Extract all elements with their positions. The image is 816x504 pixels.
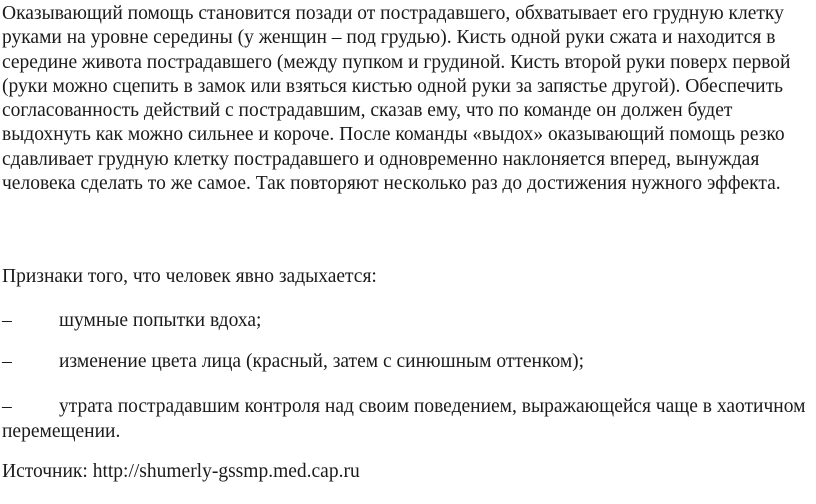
paragraph-line: Оказывающий помощь становится позади от пострадавшего, обхватывает его грудную клетку: [2, 3, 784, 24]
list-dash: –: [2, 310, 12, 331]
list-dash: –: [2, 396, 12, 417]
list-item: [2, 309, 812, 334]
paragraph-line: середине живота пострадавшего (между пупком и грудиной. Кисть второй руки поверх первой: [2, 51, 791, 73]
list-dash: –: [2, 351, 12, 372]
paragraph-line: выдохнуть как можно сильнее и короче. После команды «выдох» оказывающий помощь резко: [2, 124, 785, 146]
paragraph-line: руками на уровне середины (у женщин – под грудью). Кисть одной руки сжата и находится в: [2, 27, 776, 49]
source-line: Источник: http://shumerly-gssmp.med.cap.ru: [2, 461, 360, 482]
list-item-text: изменение цвета лица (красный, затем с синюшным оттенком);: [59, 351, 585, 372]
list-item-text: утрата пострадавшим контроля над своим поведением, выражающейся чаще в хаотичном: [59, 396, 806, 417]
paragraph-line: человека сделать то же самое. Так повторяют несколько раз до достижения нужного эффекта.: [2, 173, 781, 195]
list-item: [2, 350, 812, 375]
signs-heading: Признаки того, что человек явно задыхается:: [2, 266, 377, 287]
list-item: [2, 395, 812, 444]
list-item-text: шумные попытки вдоха;: [59, 310, 262, 331]
paragraph-line: (руки можно сцепить в замок или взяться кистью одной руки за запястье другой). Обеспечить: [2, 75, 784, 97]
instruction-paragraph: [2, 2, 802, 196]
list-item-continuation: перемещении.: [2, 420, 121, 442]
paragraph-line: согласованность действий с пострадавшим, сказав ему, что по команде он должен будет: [2, 100, 733, 122]
paragraph-line: сдавливает грудную клетку пострадавшего и одновременно наклоняется вперед, вынуждая: [2, 148, 760, 170]
